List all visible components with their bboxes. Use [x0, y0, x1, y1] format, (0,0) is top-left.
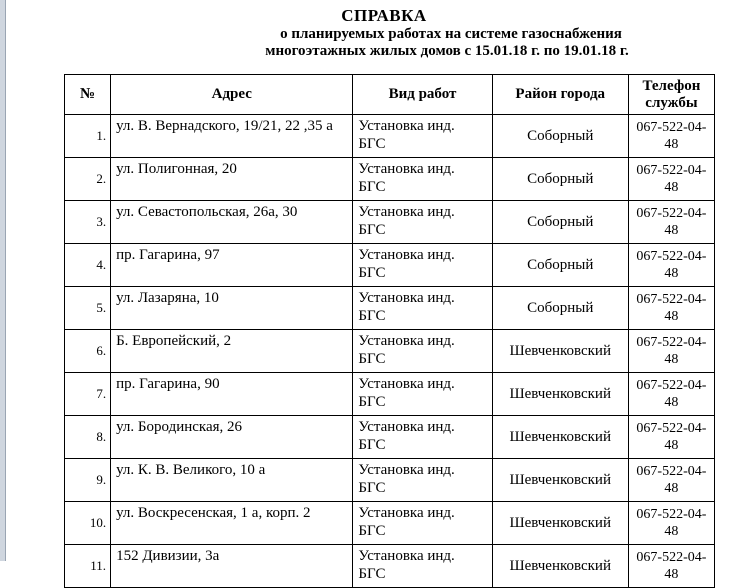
row-work-line1: Установка инд. [358, 247, 455, 263]
table-row [65, 201, 715, 244]
row-work-line1: Установка инд. [358, 419, 455, 435]
table-row [65, 416, 715, 459]
row-phone: 067-522-04-48 [628, 416, 714, 459]
row-number: 3. [65, 201, 111, 244]
row-work-line2: БГС [358, 265, 386, 281]
row-work-type [353, 244, 492, 287]
row-work-line2: БГС [358, 222, 386, 238]
row-work-type [353, 158, 492, 201]
header-phone-line2: службы [645, 94, 698, 111]
table-row [65, 502, 715, 545]
row-district: Соборный [492, 244, 628, 287]
row-work-line2: БГС [358, 351, 386, 367]
row-district: Соборный [492, 201, 628, 244]
row-work-line1: Установка инд. [358, 118, 455, 134]
row-number: 5. [65, 287, 111, 330]
row-number: 4. [65, 244, 111, 287]
table-row [65, 244, 715, 287]
table-row [65, 158, 715, 201]
row-phone: 067-522-04-48 [628, 545, 714, 588]
row-address: пр. Гагарина, 90 [111, 373, 353, 416]
row-work-line2: БГС [358, 566, 386, 582]
row-phone: 067-522-04-48 [628, 373, 714, 416]
row-address: ул. В. Вернадского, 19/21, 22 ,35 а [111, 115, 353, 158]
row-work-type [353, 416, 492, 459]
row-address: 152 Дивизии, 3а [111, 545, 353, 588]
row-address: ул. Полигонная, 20 [111, 158, 353, 201]
page-edge [0, 0, 6, 561]
row-work-type [353, 459, 492, 502]
row-number: 9. [65, 459, 111, 502]
row-work-line1: Установка инд. [358, 548, 455, 564]
row-work-line2: БГС [358, 394, 386, 410]
header-work: Вид работ [353, 75, 492, 115]
row-address: Б. Европейский, 2 [111, 330, 353, 373]
row-phone: 067-522-04-48 [628, 158, 714, 201]
row-address: ул. Бородинская, 26 [111, 416, 353, 459]
row-work-type [353, 201, 492, 244]
row-phone: 067-522-04-48 [628, 201, 714, 244]
table-row [65, 373, 715, 416]
header-district: Район города [492, 75, 628, 115]
row-address: ул. Воскресенская, 1 а, корп. 2 [111, 502, 353, 545]
row-number: 1. [65, 115, 111, 158]
row-work-type [353, 545, 492, 588]
row-work-line2: БГС [358, 179, 386, 195]
row-district: Шевченковский [492, 416, 628, 459]
row-work-line1: Установка инд. [358, 161, 455, 177]
row-number: 7. [65, 373, 111, 416]
row-district: Соборный [492, 287, 628, 330]
row-district: Шевченковский [492, 459, 628, 502]
row-district: Шевченковский [492, 545, 628, 588]
row-district: Соборный [492, 158, 628, 201]
row-work-line2: БГС [358, 136, 386, 152]
row-address: ул. Лазаряна, 10 [111, 287, 353, 330]
header-num: № [65, 75, 111, 115]
header-phone-line1: Телефон [642, 77, 701, 94]
document-title: СПРАВКА [341, 6, 427, 25]
row-phone: 067-522-04-48 [628, 244, 714, 287]
row-phone: 067-522-04-48 [628, 459, 714, 502]
row-district: Шевченковский [492, 373, 628, 416]
row-district: Шевченковский [492, 502, 628, 545]
row-work-line1: Установка инд. [358, 376, 455, 392]
row-work-type [353, 115, 492, 158]
row-address: ул. К. В. Великого, 10 а [111, 459, 353, 502]
row-work-line1: Установка инд. [358, 204, 455, 220]
row-work-type [353, 287, 492, 330]
row-work-line1: Установка инд. [358, 333, 455, 349]
row-phone: 067-522-04-48 [628, 287, 714, 330]
header-address: Адрес [111, 75, 353, 115]
row-work-line2: БГС [358, 523, 386, 539]
row-work-type [353, 502, 492, 545]
row-address: ул. Севастопольская, 26а, 30 [111, 201, 353, 244]
row-number: 10. [65, 502, 111, 545]
row-phone: 067-522-04-48 [628, 502, 714, 545]
document-subtitle-line1: о планируемых работах на системе газоснабжения [280, 26, 622, 42]
row-work-line1: Установка инд. [358, 462, 455, 478]
row-work-line1: Установка инд. [358, 505, 455, 521]
table-row [65, 115, 715, 158]
row-phone: 067-522-04-48 [628, 115, 714, 158]
row-number: 8. [65, 416, 111, 459]
row-work-type [353, 373, 492, 416]
table-row [65, 545, 715, 588]
row-number: 6. [65, 330, 111, 373]
header-phone [628, 75, 714, 115]
row-phone: 067-522-04-48 [628, 330, 714, 373]
row-address: пр. Гагарина, 97 [111, 244, 353, 287]
row-work-type [353, 330, 492, 373]
table-row [65, 330, 715, 373]
works-table [64, 74, 715, 588]
document-subtitle-line2: многоэтажных жилых домов с 15.01.18 г. по 19.01.18 г. [265, 43, 629, 59]
table-row [65, 459, 715, 502]
row-district: Шевченковский [492, 330, 628, 373]
row-number: 2. [65, 158, 111, 201]
document-header [0, 6, 744, 60]
row-work-line2: БГС [358, 437, 386, 453]
row-number: 11. [65, 545, 111, 588]
table-header-row [65, 75, 715, 115]
row-work-line1: Установка инд. [358, 290, 455, 306]
row-district: Соборный [492, 115, 628, 158]
row-work-line2: БГС [358, 480, 386, 496]
table-row [65, 287, 715, 330]
row-work-line2: БГС [358, 308, 386, 324]
